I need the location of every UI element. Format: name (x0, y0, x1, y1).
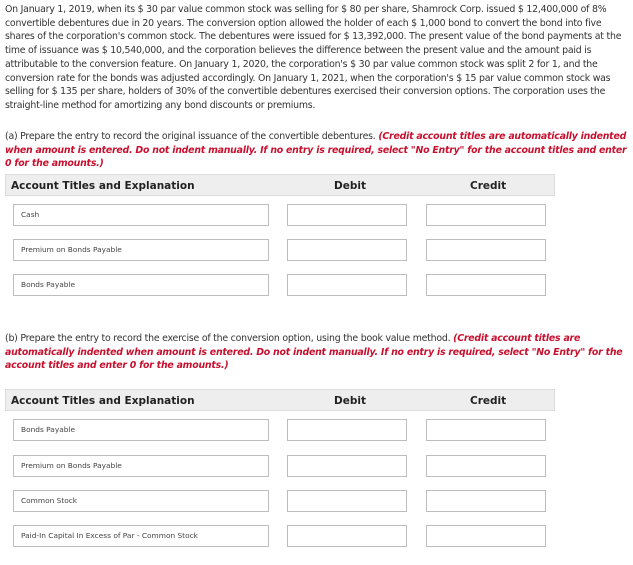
part-b-question (5, 332, 629, 373)
part-b-account-field-2[interactable]: Premium on Bonds Payable (13, 455, 269, 477)
part-b-account-field-1[interactable]: Bonds Payable (13, 419, 269, 441)
part-b-debit-field-1[interactable] (287, 419, 407, 441)
debit-header: Debit (334, 395, 366, 407)
part-b-question-text: (b) Prepare the entry to record the exercise of the conversion option, using the book value method. (5, 333, 451, 344)
part-b-account-field-3[interactable]: Common Stock (13, 490, 269, 512)
credit-header: Credit (470, 395, 507, 407)
part-b-debit-field-2[interactable] (287, 455, 407, 477)
part-b-table-header (5, 389, 555, 411)
part-b-instruction: (Credit account titles are automatically indented when amount is entered. Do not indent manually. If no entry is required, select "No Entry" for the account titles and enter 0 for the amounts.) (5, 333, 623, 372)
part-a-debit-field-3[interactable] (287, 274, 407, 296)
part-a-table-header (5, 174, 555, 196)
account-titles-header: Account Titles and Explanation (11, 395, 195, 407)
part-a-account-field-2[interactable]: Premium on Bonds Payable (13, 239, 269, 261)
part-b-account-field-4[interactable]: Paid-In Capital In Excess of Par - Common Stock (13, 525, 269, 547)
debit-header: Debit (334, 180, 366, 192)
part-a-credit-field-3[interactable] (426, 274, 546, 296)
part-a-debit-field-1[interactable] (287, 204, 407, 226)
account-titles-header: Account Titles and Explanation (11, 180, 195, 192)
part-a-instruction: (Credit account titles are automatically indented when amount is entered. Do not indent manually. If no entry is required, select "No Entry" for the account titles and enter 0 for the amounts.) (5, 131, 627, 170)
part-b-credit-field-3[interactable] (426, 490, 546, 512)
part-a-account-field-3[interactable]: Bonds Payable (13, 274, 269, 296)
part-a-debit-field-2[interactable] (287, 239, 407, 261)
part-b-credit-field-1[interactable] (426, 419, 546, 441)
problem-statement: On January 1, 2019, when its $ 30 par value common stock was selling for $ 80 per share, Shamrock Corp. issued $ 12,400,000 of 8% convertible debentures due in 20 years. The conversion option allowed the holder of each $ 1,000 bond to convert the bond into five shares of the corporation's common stock. The debentures were issued for $ 13,392,000. The present value of the bond payments at the time of issuance was $ 10,540,000, and the corporation believes the difference between the present value and the amount paid is attributable to the conversion feature. On January 1, 2020, the corporation's $ 30 par value common stock was split 2 for 1, and the conversion rate for the bonds was adjusted accordingly. On January 1, 2021, when the corporation's $ 15 par value common stock was selling for $ 135 per share, holders of 30% of the convertible debentures exercised their conversion options. The corporation uses the straight-line method for amortizing any bond discounts or premiums. (5, 4, 622, 111)
part-a-question-text: (a) Prepare the entry to record the original issuance of the convertible debentures. (5, 131, 376, 142)
credit-header: Credit (470, 180, 507, 192)
part-a-credit-field-2[interactable] (426, 239, 546, 261)
part-a-credit-field-1[interactable] (426, 204, 546, 226)
part-b-debit-field-4[interactable] (287, 525, 407, 547)
part-b-credit-field-4[interactable] (426, 525, 546, 547)
part-a-question (5, 130, 627, 171)
part-a-account-field-1[interactable]: Cash (13, 204, 269, 226)
part-b-credit-field-2[interactable] (426, 455, 546, 477)
part-b-debit-field-3[interactable] (287, 490, 407, 512)
